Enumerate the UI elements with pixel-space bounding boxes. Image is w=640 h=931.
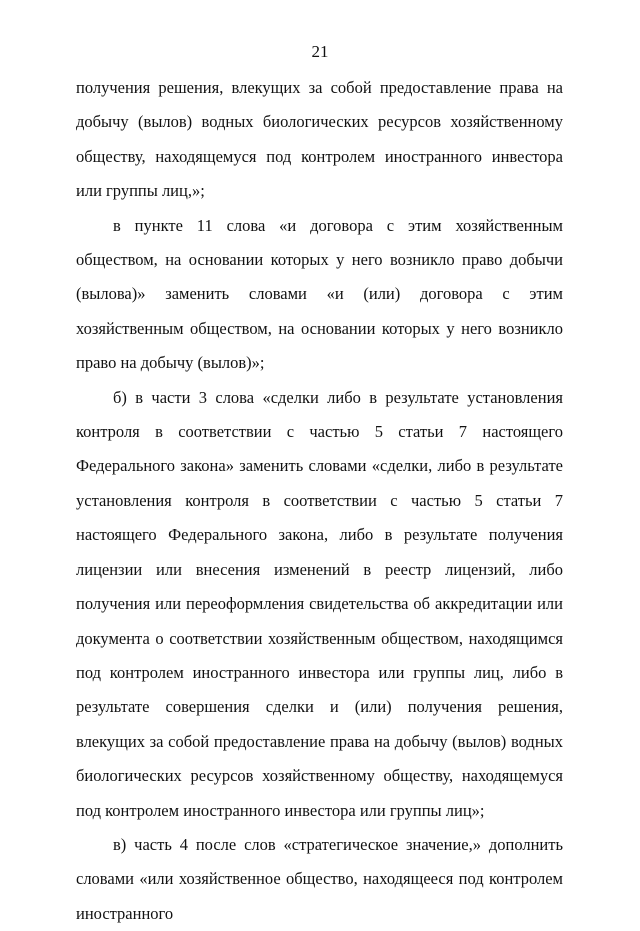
paragraph-subpoint-v: в) часть 4 после слов «стратегическое значение,» дополнить словами «или хозяйственное общество, находящееся под контролем иностранного — [76, 834, 563, 923]
paragraph-subpoint-b: б) в части 3 слова «сделки либо в результате установления контроля в соответствии с частью 5 статьи 7 настоящего Федерального закона» заменить словами «сделки, либо в результате установления контроля в соответствии с частью 5 статьи 7 настоящего Федерального закона, либо в результате получения лицензии или внесения изменений в реестр лицензий, либо получения или переоформления свидетельства об аккредитации или документа о соответствии хозяйственным обществом, находящимся под контролем иностранного инвестора или группы лиц, либо в результате совершения сделки и (или) получения решения, влекущих за собой предоставление права на добычу (вылов) водных биологических ресурсов хозяйственному обществу, находящемуся под контролем иностранного инвестора или группы лиц»; — [76, 387, 563, 820]
document-body — [76, 71, 563, 931]
page-number: 21 — [311, 42, 329, 61]
paragraph-continuation: получения решения, влекущих за собой предоставление права на добычу (вылов) водных биологических ресурсов хозяйственному обществу, находящемуся под контролем иностранного инвестора или группы лиц,»; — [76, 78, 563, 201]
paragraph-point-11: в пункте 11 слова «и договора с этим хозяйственным обществом, на основании которых у него возникло право добычи (вылова)» заменить словами «и (или) договора с этим хозяйственным обществом, на основании которых у него возникло право на добычу (вылов)»; — [76, 215, 563, 373]
